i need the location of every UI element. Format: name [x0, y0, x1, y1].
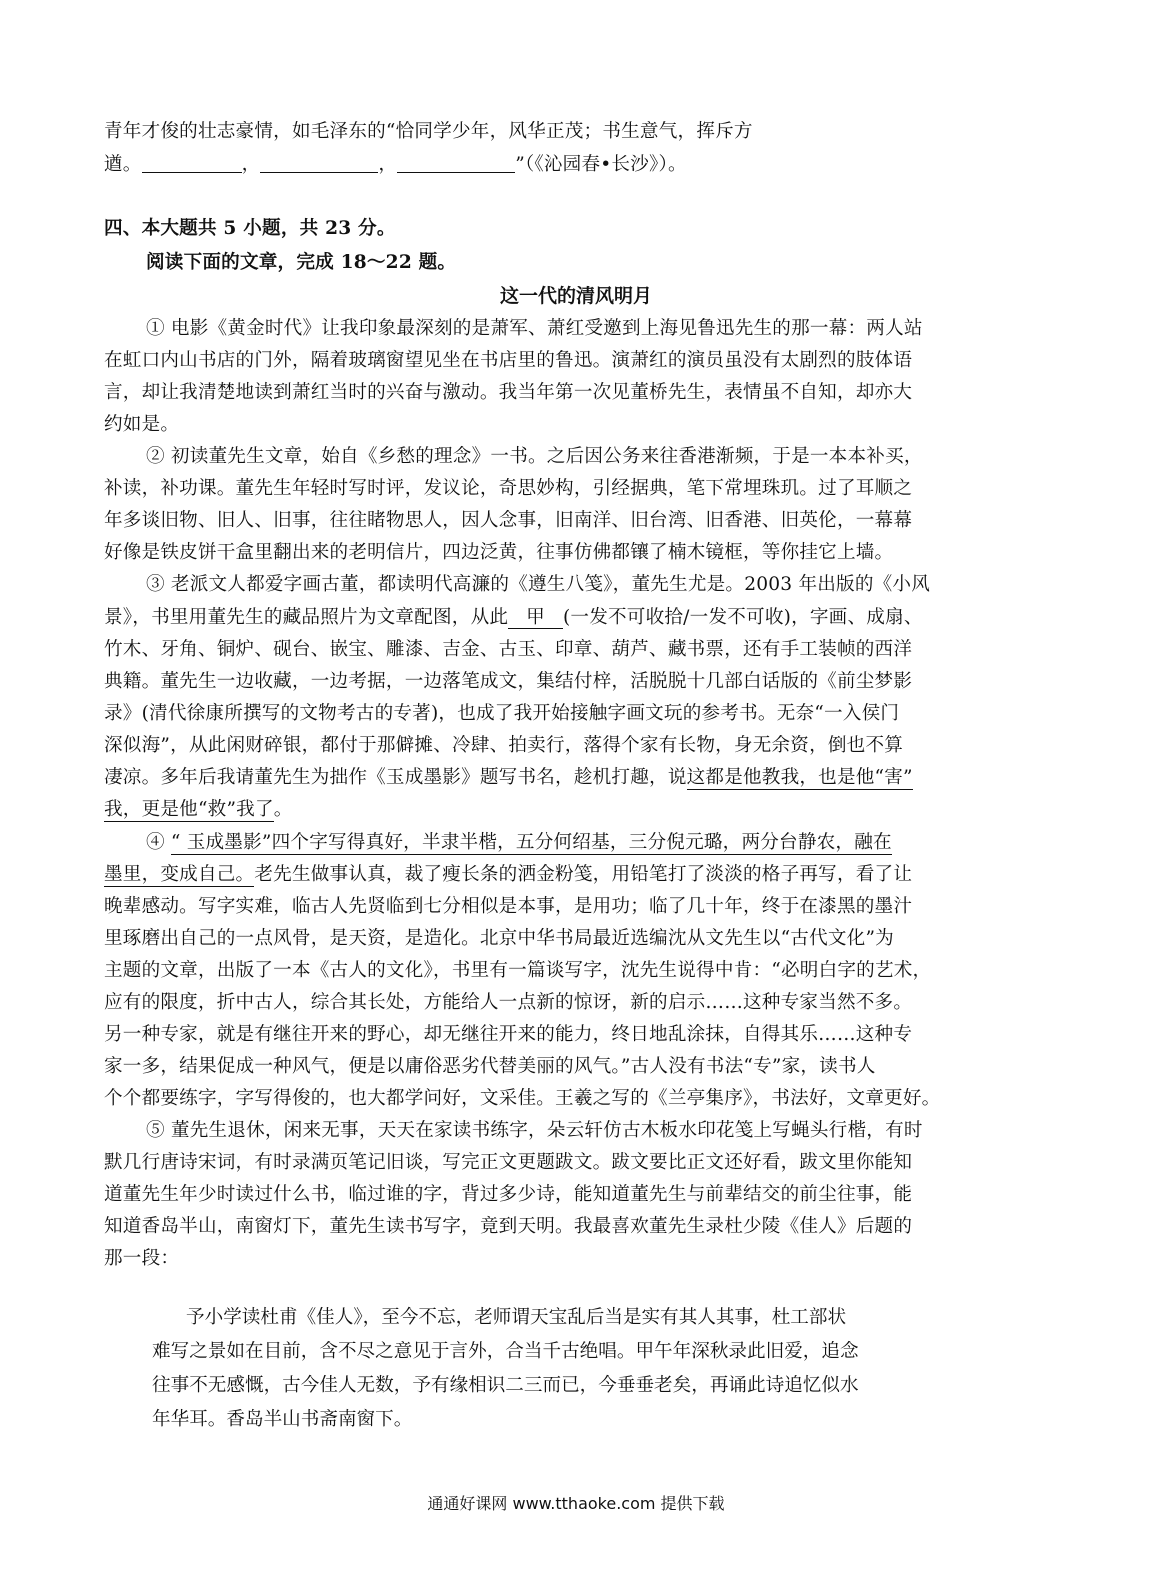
p5-line: 知道香岛半山，南窗灯下，董先生读书写字，竟到天明。我最喜欢董先生录杜少陵《佳人》后题的	[104, 1216, 913, 1237]
p3-line	[104, 603, 923, 629]
underlined-sentence: 我，更是他“救”我了	[104, 799, 274, 820]
fill-blank-3[interactable]	[397, 154, 515, 173]
p3-line-2-end: (一发不可收拾/一发不可收)，字画、成扇、	[562, 607, 923, 628]
quote-line: 年华耳。香岛半山书斋南窗下。	[152, 1409, 413, 1430]
p5-line: 默几行唐诗宋词，有时录满页笔记旧谈，写完正文更题跋文。跋文要比正文还好看，跋文里你能知	[104, 1152, 913, 1173]
p4-line: 个个都要练字，字写得俊的，也大都学问好，文采佳。王羲之写的《兰亭集序》，书法好，文章更好。	[104, 1088, 941, 1109]
fill-blank-2[interactable]	[260, 154, 378, 173]
p1-line: 在虹口内山书店的门外，隔着玻璃窗望见坐在书店里的鲁迅。演萧红的演员虽没有太剧烈的肢体语	[104, 350, 913, 371]
quote-line: 予小学读杜甫《佳人》，至今不忘，老师谓天宝乱后当是实有其人其事，杜工部状	[186, 1307, 847, 1328]
p4-line: 另一种专家，就是有继往开来的野心，却无继往开来的能力，终日地乱涂抹，自得其乐……这种专	[104, 1024, 913, 1045]
blank-separator: ，	[241, 154, 261, 175]
quote-line: 往事不无感慨，古今佳人无数，予有缘相识二三而已，今垂垂老矣，再诵此诗追忆似水	[152, 1375, 859, 1396]
p4-line	[104, 860, 912, 886]
prev-line-2-end: ”（《沁园春•长沙》）。	[515, 154, 687, 175]
p4-line: 主题的文章，出版了一本《古人的文化》，书里有一篇谈写字，沈先生说得中肯：“必明白字的艺术，	[104, 960, 932, 981]
section-instruction: 阅读下面的文章，完成 18～22 题。	[146, 252, 457, 273]
p2-line: 好像是铁皮饼干盒里翻出来的老明信片，四边泛黄，往事仿佛都镶了楠木镜框，等你挂它上墙。	[104, 542, 894, 563]
prev-line-2	[104, 150, 687, 176]
p5-line: 那一段：	[104, 1248, 180, 1269]
page-footer: 通通好课网 www.tthaoke.com 提供下载	[427, 1494, 725, 1513]
p3-line: 深似海”，从此闲财碎银，都付于那僻摊、冷肆、拍卖行，落得个家有长物，身无余资，倒也不算	[104, 735, 904, 756]
p1-line: 言，却让我清楚地读到萧红当时的兴奋与激动。我当年第一次见董桥先生，表情虽不自知，却亦大	[104, 382, 913, 403]
p3-line-2-start: 景》，书里用董先生的藏品照片为文章配图，从此	[104, 607, 509, 628]
p4-line-2-end: 老先生做事认真，裁了瘦长条的洒金粉笺，用铅笔打了淡淡的格子再写，看了让	[254, 864, 913, 885]
p4-line: 里琢磨出自己的一点风骨，是天资，是造化。北京中华书局最近选编沈从文先生以“古代文化”为	[104, 928, 894, 949]
p3-line: 竹木、牙角、铜炉、砚台、嵌宝、雕漆、吉金、古玉、印章、葫芦、藏书票，还有手工装帧的西洋	[104, 639, 913, 660]
p1-line: ① 电影《黄金时代》让我印象最深刻的是萧军、萧红受邀到上海见鲁迅先生的那一幕：两人站	[146, 318, 923, 339]
p3-line	[104, 763, 913, 789]
p3-line: 录》(清代徐康所撰写的文物考古的专著)，也成了我开始接触字画文玩的参考书。无奈“一入侯门	[104, 703, 900, 724]
p3-line	[104, 795, 293, 821]
p3-line: 典籍。董先生一边收藏，一边考据，一边落笔成文，集结付梓，活脱脱十几部白话版的《前尘梦影	[104, 671, 913, 692]
p4-line: 应有的限度，折中古人，综合其长处，方能给人一点新的惊讶，新的启示……这种专家当然不多。	[104, 992, 913, 1013]
article-title: 这一代的清风明月	[499, 285, 652, 307]
p2-line: ② 初读董先生文章，始自《乡愁的理念》一书。之后因公务来往香港渐频，于是一本本补买，	[146, 446, 923, 467]
p3-line: ③ 老派文人都爱字画古董，都读明代高濂的《遵生八笺》，董先生尤是。2003 年出版的《小风	[146, 574, 930, 595]
blank-separator: ，	[378, 154, 398, 175]
fill-blank-1[interactable]	[142, 154, 242, 173]
p3-line-7-start: 凄凉。多年后我请董先生为拙作《玉成墨影》题写书名，趁机打趣，说	[104, 767, 687, 788]
underlined-sentence: 墨里，变成自己。	[104, 864, 255, 885]
p4-line: 晚辈感动。写字实难，临古人先贤临到七分相似是本事，是用功；临了几十年，终于在漆黑的墨汁	[104, 896, 913, 917]
underlined-sentence: “ 玉成墨影”四个字写得真好，半隶半楷，五分何绍基，三分倪元璐，两分台静农，融在	[170, 832, 892, 853]
p4-line: 家一多，结果促成一种风气，便是以庸俗恶劣代替美丽的风气。”古人没有书法“专”家，读书人	[104, 1056, 876, 1077]
section-heading: 四、本大题共 5 小题，共 23 分。	[104, 218, 396, 239]
prev-line-1: 青年才俊的壮志豪情，如毛泽东的“恰同学少年，风华正茂；书生意气，挥斥方	[104, 121, 753, 142]
p2-line: 年多谈旧物、旧人、旧事，往往睹物思人，因人念事，旧南洋、旧台湾、旧香港、旧英伦，一幕幕	[104, 510, 913, 531]
p4-line	[146, 828, 892, 854]
p5-line: ⑤ 董先生退休，闲来无事，天天在家读书练字，朵云轩仿古木板水印花笺上写蝇头行楷，有时	[146, 1120, 923, 1141]
p1-line: 约如是。	[104, 414, 180, 435]
blank-jia[interactable]: 甲	[508, 607, 563, 629]
quote-line: 难写之景如在目前，含不尽之意见于言外，合当千古绝唱。甲午年深秋录此旧爱，追念	[152, 1341, 859, 1362]
p4-number: ④	[146, 832, 171, 853]
p5-line: 道董先生年少时读过什么书，临过谁的字，背过多少诗，能知道董先生与前辈结交的前尘往事，能	[104, 1184, 913, 1205]
p3-line-8-end: 。	[273, 799, 293, 820]
underlined-sentence: 这都是他教我，也是他“害”	[686, 767, 913, 788]
p2-line: 补读，补功课。董先生年轻时写时评，发议论，奇思妙构，引经据典，笔下常埋珠玑。过了耳顺之	[104, 478, 913, 499]
prev-line-2-start: 遒。	[104, 154, 142, 175]
